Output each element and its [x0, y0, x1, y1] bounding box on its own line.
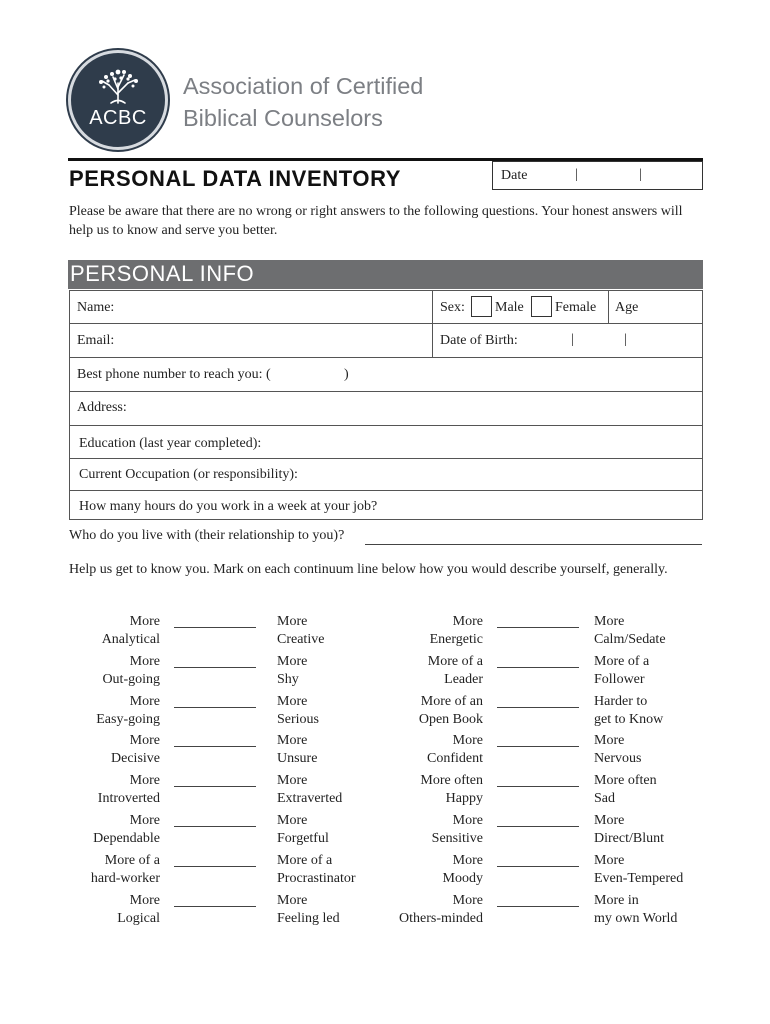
trait-right-label [277, 653, 387, 689]
trait-left-label-line: Easy-going [96, 712, 160, 727]
trait-right-label-line: More of a [594, 654, 650, 669]
trait-right-label [277, 892, 387, 928]
live-with-label: Who do you live with (their relationship to you)? [69, 528, 345, 543]
trait-right-label-line: Feeling led [277, 911, 340, 926]
dob-label: Date of Birth: [440, 333, 518, 348]
row-divider [70, 391, 702, 392]
row-divider [70, 490, 702, 491]
trait-right-label [594, 693, 704, 729]
phone-label: Best phone number to reach you: ( [77, 367, 271, 382]
continuum-line[interactable] [174, 786, 256, 787]
trait-right-label [277, 852, 387, 888]
continuum-line[interactable] [497, 746, 579, 747]
row-divider [70, 357, 702, 358]
age-input[interactable] [648, 293, 698, 321]
row-divider [70, 458, 702, 459]
trait-left-label [383, 772, 483, 808]
trait-right-label-line: my own World [594, 911, 678, 926]
trait-left-label [60, 693, 160, 729]
trait-right-label-line: Serious [277, 712, 319, 727]
trait-right-label [277, 812, 387, 848]
trait-right-label-line: More [594, 813, 625, 828]
trait-left-label-line: Happy [445, 791, 483, 806]
trait-right-label-line: More [594, 733, 625, 748]
trait-right-label-line: Creative [277, 632, 325, 647]
trait-right-label-line: Procrastinator [277, 871, 356, 886]
intro-text: Please be aware that there are no wrong or right answers to the following questions. Your honest answers will help us to know and serve you better. [69, 204, 683, 238]
continuum-line[interactable] [497, 707, 579, 708]
continuum-line[interactable] [497, 667, 579, 668]
live-with-line[interactable] [365, 544, 702, 545]
continuum-line[interactable] [497, 627, 579, 628]
trait-left-label-line: More [129, 893, 160, 908]
male-checkbox[interactable] [471, 296, 492, 317]
email-input[interactable] [130, 326, 425, 354]
trait-right-label-line: Forgetful [277, 831, 329, 846]
education-input[interactable] [285, 428, 695, 456]
trait-left-label-line: More of a [427, 654, 483, 669]
trait-right-label [594, 732, 704, 768]
trait-right-label-line: More [277, 813, 308, 828]
trait-right-label-line: More [594, 614, 625, 629]
trait-left-label [383, 653, 483, 689]
education-label: Education (last year completed): [79, 436, 262, 451]
continuum-instructions: Help us get to know you. Mark on each continuum line below how you would describe yourself, generally. [69, 562, 668, 577]
phone-close-paren: ) [344, 367, 349, 382]
continuum-line[interactable] [174, 826, 256, 827]
date-separator: | [575, 167, 578, 182]
trait-right-label-line: Unsure [277, 751, 318, 766]
dob-input[interactable] [530, 326, 698, 354]
continuum-line[interactable] [497, 906, 579, 907]
trait-left-label-line: More [452, 893, 483, 908]
trait-left-label-line: More [452, 813, 483, 828]
trait-left-label [383, 852, 483, 888]
trait-left-label-line: More [452, 614, 483, 629]
date-field[interactable] [492, 161, 703, 190]
trait-right-label-line: More [277, 893, 308, 908]
trait-left-label-line: Decisive [111, 751, 160, 766]
trait-left-label-line: Analytical [101, 632, 160, 647]
trait-left-label-line: Sensitive [431, 831, 483, 846]
continuum-line[interactable] [497, 826, 579, 827]
trait-left-label-line: hard-worker [90, 871, 160, 886]
trait-left-label-line: More of a [104, 853, 160, 868]
trait-left-label-line: More of an [420, 694, 483, 709]
hours-input[interactable] [410, 493, 695, 519]
logo-text: ACBC [89, 107, 147, 129]
address-label: Address: [77, 400, 127, 415]
trait-left-label-line: More [129, 694, 160, 709]
trait-right-label-line: Even-Tempered [594, 871, 684, 886]
continuum-line[interactable] [174, 866, 256, 867]
trait-left-label-line: Confident [427, 751, 483, 766]
trait-left-label-line: Moody [442, 871, 483, 886]
trait-left-label-line: More [452, 853, 483, 868]
trait-right-label-line: Calm/Sedate [594, 632, 666, 647]
date-label: Date [501, 168, 528, 183]
trait-left-label [60, 653, 160, 689]
age-label: Age [615, 300, 639, 315]
email-label: Email: [77, 333, 115, 348]
trait-left-label [383, 693, 483, 729]
trait-right-label-line: More [277, 733, 308, 748]
occupation-label: Current Occupation (or responsibility): [79, 467, 298, 482]
trait-left-label [60, 852, 160, 888]
trait-right-label-line: More in [594, 893, 639, 908]
trait-right-label [277, 772, 387, 808]
dob-separator: | [624, 332, 627, 347]
trait-right-label [594, 772, 704, 808]
continuum-line[interactable] [497, 866, 579, 867]
trait-right-label-line: Extraverted [277, 791, 343, 806]
section-header [68, 260, 703, 289]
trait-right-label-line: More of a [277, 853, 333, 868]
trait-left-label-line: More [129, 813, 160, 828]
trait-left-label-line: Leader [444, 672, 483, 687]
continuum-line[interactable] [174, 627, 256, 628]
column-divider [608, 291, 609, 324]
trait-right-label-line: Direct/Blunt [594, 831, 664, 846]
trait-left-label-line: Dependable [93, 831, 160, 846]
trait-right-label-line: Harder to [594, 694, 648, 709]
trait-left-label-line: More [129, 733, 160, 748]
row-divider [70, 425, 702, 426]
trait-left-label-line: More [129, 614, 160, 629]
trait-right-label-line: More often [594, 773, 657, 788]
tree-icon [71, 53, 165, 147]
female-checkbox[interactable] [531, 296, 552, 317]
trait-right-label-line: Shy [277, 672, 299, 687]
continuum-line[interactable] [174, 906, 256, 907]
trait-right-label [594, 892, 704, 928]
trait-right-label-line: More [594, 853, 625, 868]
trait-left-label [60, 613, 160, 649]
trait-left-label-line: Out-going [102, 672, 160, 687]
trait-left-label-line: More [129, 773, 160, 788]
org-name-line1: Association of Certified [183, 73, 424, 99]
acbc-logo [68, 50, 168, 150]
continuum-line[interactable] [174, 707, 256, 708]
trait-right-label-line: More [277, 773, 308, 788]
name-input[interactable] [130, 293, 425, 321]
trait-left-label-line: More [452, 733, 483, 748]
trait-right-label-line: Follower [594, 672, 645, 687]
trait-right-label-line: More [277, 614, 308, 629]
occupation-input[interactable] [325, 461, 695, 488]
continuum-line[interactable] [174, 746, 256, 747]
male-label: Male [495, 300, 524, 315]
trait-left-label-line: More often [420, 773, 483, 788]
trait-left-label-line: Others-minded [399, 911, 483, 926]
trait-right-label-line: Nervous [594, 751, 642, 766]
section-title: PERSONAL INFO [70, 261, 255, 286]
phone-input[interactable] [290, 360, 690, 388]
trait-right-label [594, 852, 704, 888]
trait-right-label-line: More [277, 694, 308, 709]
trait-right-label [277, 613, 387, 649]
document-title: PERSONAL DATA INVENTORY [69, 166, 402, 191]
trait-left-label [383, 613, 483, 649]
name-label: Name: [77, 300, 115, 315]
continuum-line[interactable] [497, 786, 579, 787]
trait-left-label-line: Introverted [97, 791, 160, 806]
trait-left-label-line: Open Book [418, 712, 483, 727]
trait-left-label-line: Logical [117, 911, 160, 926]
trait-right-label [594, 812, 704, 848]
trait-right-label [277, 732, 387, 768]
trait-left-label [60, 772, 160, 808]
trait-right-label [594, 613, 704, 649]
trait-right-label-line: More [277, 654, 308, 669]
sex-label: Sex: [440, 300, 465, 315]
trait-right-label-line: get to Know [594, 712, 664, 727]
trait-left-label [60, 732, 160, 768]
trait-left-label-line: Energetic [429, 632, 483, 647]
trait-right-label-line: Sad [594, 791, 615, 806]
trait-left-label [60, 892, 160, 928]
trait-right-label [594, 653, 704, 689]
female-label: Female [555, 300, 597, 315]
trait-left-label [60, 812, 160, 848]
trait-left-label [383, 732, 483, 768]
trait-left-label [383, 892, 483, 928]
date-separator: | [639, 167, 642, 182]
trait-left-label-line: More [129, 654, 160, 669]
address-input[interactable] [140, 394, 695, 422]
continuum-line[interactable] [174, 667, 256, 668]
trait-left-label [383, 812, 483, 848]
hours-label: How many hours do you work in a week at your job? [79, 499, 378, 514]
column-divider [432, 291, 433, 357]
dob-separator: | [571, 332, 574, 347]
personal-info-form [69, 290, 703, 520]
organization-name [183, 70, 423, 134]
trait-right-label [277, 693, 387, 729]
org-name-line2: Biblical Counselors [183, 105, 383, 131]
